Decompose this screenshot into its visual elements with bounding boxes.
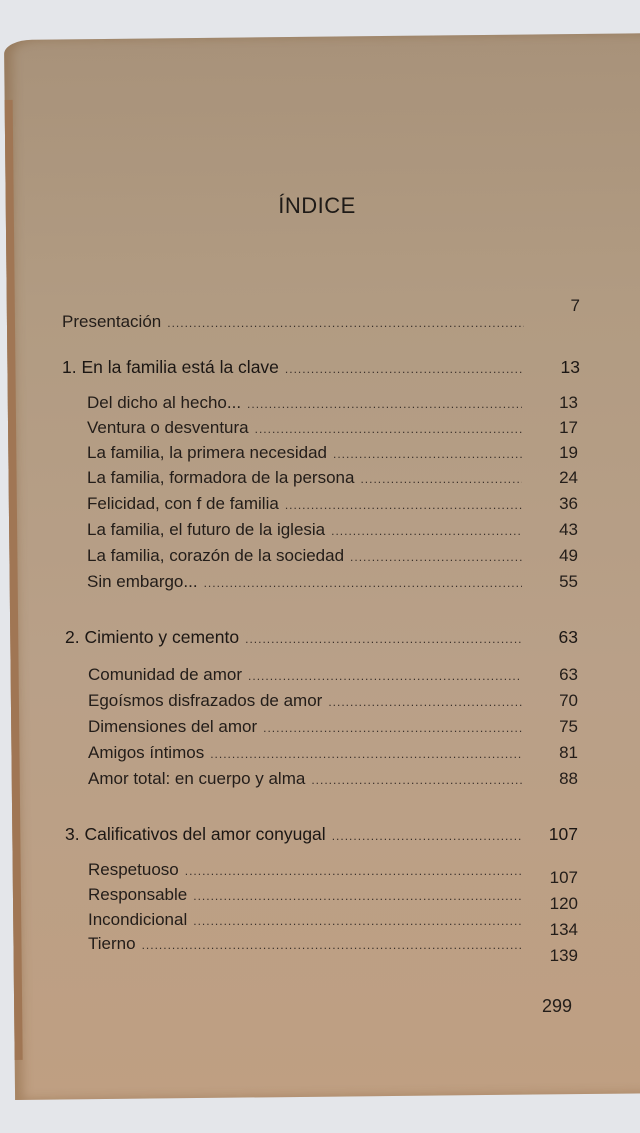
toc-label: La familia, corazón de la sociedad: [87, 546, 345, 565]
toc-chapter-2: [65, 627, 578, 648]
toc-entry: [87, 520, 578, 540]
leader-dots: [332, 829, 522, 843]
toc-label: Comunidad de amor: [88, 665, 243, 684]
toc-label: Responsable: [88, 885, 188, 904]
toc-page: 43: [559, 520, 578, 539]
toc-entry: [88, 910, 578, 939]
leader-dots: [193, 914, 522, 928]
leader-dots: [204, 576, 522, 590]
toc-page: 24: [559, 468, 578, 487]
toc-label: Incondicional: [88, 910, 188, 929]
toc-label: 3. Calificativos del amor conyugal: [65, 824, 326, 844]
toc-page: 75: [559, 717, 578, 736]
toc-label: La familia, formadora de la persona: [87, 468, 355, 487]
toc-page: 134: [549, 920, 578, 939]
toc-page: 70: [559, 691, 578, 710]
toc-entry: [87, 393, 578, 413]
leader-dots: [185, 864, 522, 878]
toc-entry: [88, 717, 578, 737]
toc-entry: [88, 769, 578, 789]
leader-dots: [331, 524, 522, 538]
toc-entry: [88, 860, 578, 887]
toc-label: Amor total: en cuerpo y alma: [88, 769, 306, 788]
leader-dots: [285, 362, 524, 376]
toc-page: 13: [560, 357, 580, 377]
toc-page: 107: [549, 868, 578, 887]
toc-label: Del dicho al hecho...: [87, 393, 242, 412]
toc-page: 13: [559, 393, 578, 412]
leader-dots: [360, 472, 522, 486]
toc-entry: [87, 494, 578, 514]
toc-page: 81: [559, 743, 578, 762]
leader-dots: [245, 632, 522, 646]
toc-label: Ventura o desventura: [87, 418, 249, 437]
toc-entry: [87, 443, 578, 463]
toc-entry: [88, 885, 578, 913]
toc-label: Presentación: [62, 312, 162, 331]
page-number: 299: [542, 996, 573, 1016]
leader-dots: [142, 938, 522, 952]
leader-dots: [247, 397, 522, 411]
toc-page: 19: [559, 443, 578, 462]
page-title: ÍNDICE: [278, 193, 356, 218]
toc-label: Respetuoso: [88, 860, 179, 879]
leader-dots: [193, 889, 522, 903]
toc-label: 2. Cimiento y cemento: [65, 627, 240, 647]
leader-dots: [263, 721, 522, 735]
toc-entry: [87, 468, 578, 488]
toc-chapter-3: [65, 824, 578, 845]
toc-label: Dimensiones del amor: [88, 717, 258, 736]
toc-label: La familia, la primera necesidad: [87, 443, 328, 462]
leader-dots: [333, 447, 522, 461]
leader-dots: [350, 550, 522, 564]
toc-entry: [87, 418, 578, 438]
toc-entry: [88, 743, 578, 763]
toc-label: Sin embargo...: [87, 572, 198, 591]
leader-dots: [210, 747, 522, 761]
toc-page: 55: [559, 572, 578, 591]
leader-dots: [328, 695, 522, 709]
toc-page: 36: [559, 494, 578, 513]
toc-chapter-1: [62, 357, 580, 378]
toc-label: Egoísmos disfrazados de amor: [88, 691, 323, 710]
toc-label: Tierno: [88, 934, 136, 953]
leader-dots: [285, 498, 522, 512]
toc-page: 120: [549, 894, 578, 913]
leader-dots: [248, 669, 522, 683]
toc-label: La familia, el futuro de la iglesia: [87, 520, 326, 539]
toc-entry: [88, 691, 578, 711]
toc-page: 63: [558, 627, 578, 647]
toc-label: Felicidad, con f de familia: [87, 494, 279, 513]
toc-label: Amigos íntimos: [88, 743, 205, 762]
leader-dots: [255, 422, 522, 436]
toc-page: 7: [570, 296, 580, 315]
page-edge: [5, 100, 23, 1060]
toc-entry: [88, 934, 578, 965]
toc-label: 1. En la familia está la clave: [62, 357, 279, 377]
toc-page: 17: [559, 418, 578, 437]
toc-page: 49: [559, 546, 578, 565]
toc-entry: [87, 572, 578, 592]
leader-dots: [167, 316, 524, 330]
toc-page: 63: [559, 665, 578, 684]
toc-entry-presentacion: [62, 296, 580, 332]
toc-entry: [87, 546, 578, 566]
leader-dots: [311, 773, 522, 787]
toc-page: 107: [548, 824, 578, 844]
toc-page: 88: [559, 769, 578, 788]
toc-entry: [88, 665, 578, 685]
toc-page: 139: [549, 946, 578, 965]
